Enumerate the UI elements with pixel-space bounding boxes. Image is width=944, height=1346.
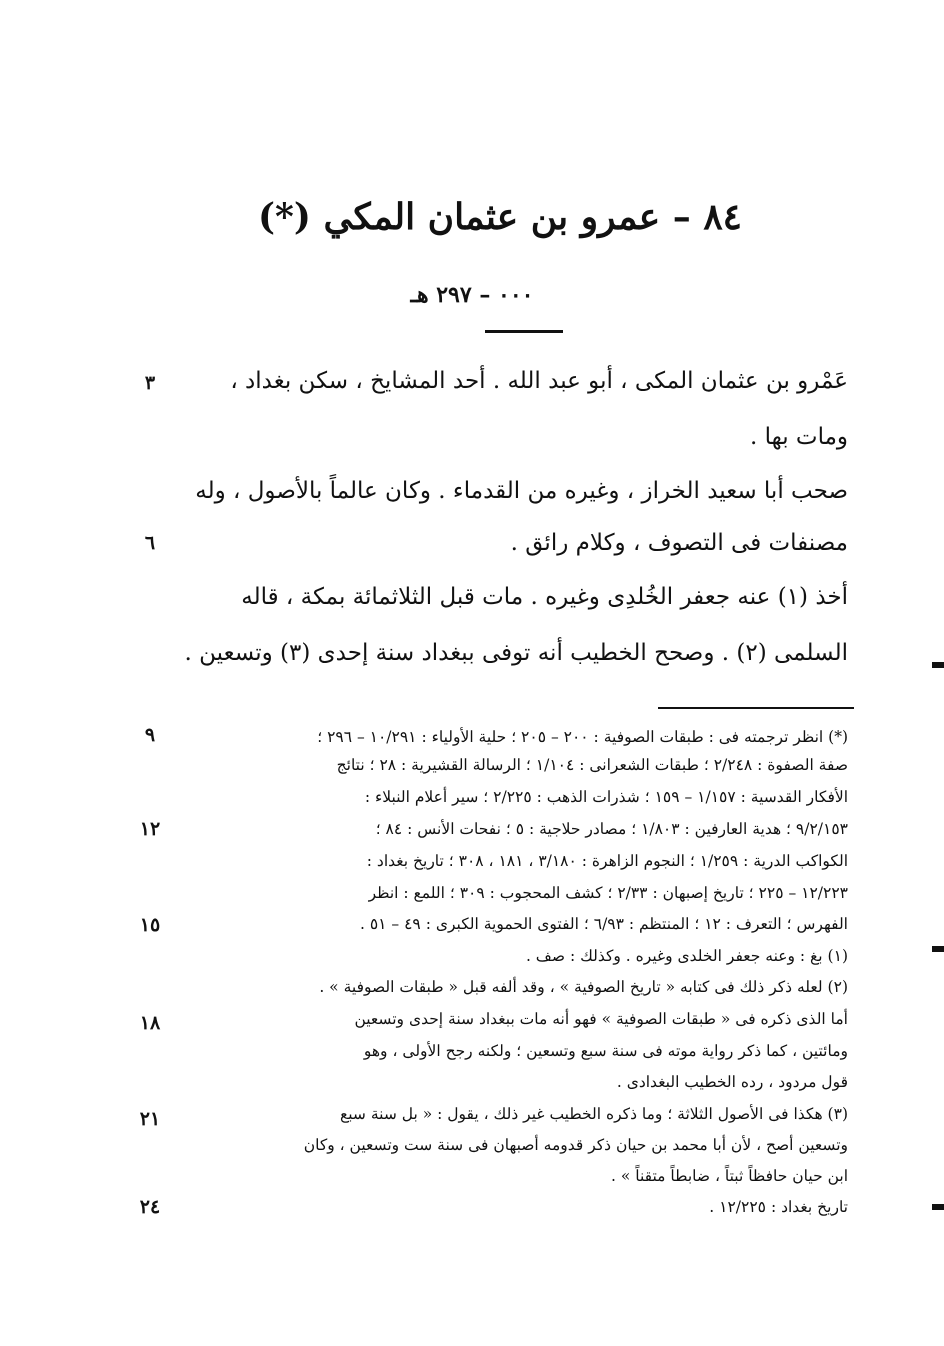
footnote-line: ومائتين ، كما ذكر رواية موته فى سنة سبع وتسعين ؛ ولكنه رجح الأولى ، وهو — [363, 1042, 848, 1060]
line-number: ١٨ — [139, 1012, 161, 1034]
footnote-line: ابن حيان حافظاً ثبتاً ، ضابطاً متقناً » . — [610, 1167, 848, 1185]
footnote-line: ٩/٢/١٥٣ ؛ هدية العارفين : ١/٨٠٣ ؛ مصادر حلاجية : ٥ ؛ نفحات الأنس : ٨٤ ؛ — [375, 820, 848, 838]
line-number: ٦ — [144, 532, 156, 554]
footnote-divider — [658, 707, 854, 709]
body-line: عَمْرو بن عثمان المكى ، أبو عبد الله . أحد المشايخ ، سكن بغداد ، — [230, 368, 848, 394]
title-divider — [485, 330, 563, 333]
scan-edge-mark — [932, 662, 944, 668]
line-number: ١٢ — [139, 818, 161, 840]
footnote-line: صفة الصفوة : ٢/٢٤٨ ؛ طبقات الشعرانى : ١/١٠٤ ؛ الرسالة القشيرية : ٢٨ ؛ نتائج — [336, 756, 848, 774]
body-line: صحب أبا سعيد الخراز ، وغيره من القدماء . وكان عالماً بالأصول ، وله — [195, 478, 848, 504]
footnote-line: (١) بغ : وعنه جعفر الخلدى وغيره . وكذلك : صف . — [525, 947, 848, 965]
line-number: ١٥ — [139, 914, 161, 936]
footnote-line: الأفكار القدسية : ١/١٥٧ – ١٥٩ ؛ شذرات الذهب : ٢/٢٢٥ ؛ سير أعلام النبلاء : — [364, 788, 848, 806]
scan-edge-mark — [932, 946, 944, 952]
body-line: مصنفات فى التصوف ، وكلام رائق . — [510, 530, 848, 556]
body-line: السلمى (٢) . وصحح الخطيب أنه توفى ببغداد سنة إحدى (٣) وتسعين . — [184, 640, 848, 666]
line-number: ٢١ — [139, 1108, 161, 1130]
footnote-line: (٢) لعله ذكر ذلك فى كتابه « تاريخ الصوفية » ، وقد ألفه قبل « طبقات الصوفية » . — [319, 978, 848, 996]
line-number: ٣ — [144, 372, 156, 394]
body-line: أخذ (١) عنه جعفر الخُلدِى وغيره . مات قبل الثلاثمائة بمكة ، قاله — [241, 584, 848, 610]
footnote-line: أما الذى ذكره فى « طبقات الصوفية » فهو أنه مات ببغداد سنة إحدى وتسعين — [354, 1010, 848, 1028]
footnote-line: ١٢/٢٢٣ – ٢٢٥ ؛ تاريخ إصبهان : ٢/٣٣ ؛ كشف المحجوب : ٣٠٩ ؛ اللمع : انظر — [368, 884, 848, 902]
footnote-line: قول مردود ، رده الخطيب البغدادى . — [616, 1073, 848, 1091]
entry-title: ٨٤ – عمرو بن عثمان المكي (*) — [258, 196, 742, 238]
footnote-line: تاريخ بغداد : ١٢/٢٢٥ . — [709, 1198, 848, 1216]
footnote-line: (*) انظر ترجمته فى : طبقات الصوفية : ٢٠٠ – ٢٠٥ ؛ حلية الأولياء : ١٠/٢٩١ – ٢٩٦ ؛ — [317, 728, 848, 746]
line-number: ٢٤ — [139, 1196, 161, 1218]
footnote-line: (٣) هكذا فى الأصول الثلاثة ؛ وما ذكره الخطيب غير ذلك ، يقول : « بل سنة سبع — [340, 1105, 848, 1123]
line-number: ٩ — [144, 724, 156, 746]
entry-dates: ٠٠٠ – ٢٩٧ هـ — [410, 282, 534, 308]
scan-edge-mark — [932, 1204, 944, 1210]
body-line: ومات بها . — [749, 424, 848, 450]
footnote-line: الكواكب الدرية : ١/٢٥٩ ؛ النجوم الزاهرة : ٣/١٨٠ ، ١٨١ ، ٣٠٨ ؛ تاريخ بغداد : — [366, 852, 848, 870]
footnote-line: وتسعين أصح ، لأن أبا محمد بن حيان ذكر قدومه أصبهان فى سنة ست وتسعين ، وكان — [303, 1136, 848, 1154]
footnote-line: الفهرس ؛ التعرف : ١٢ ؛ المنتظم : ٦/٩٣ ؛ الفتوى الحموية الكبرى : ٤٩ – ٥١ . — [359, 915, 848, 933]
